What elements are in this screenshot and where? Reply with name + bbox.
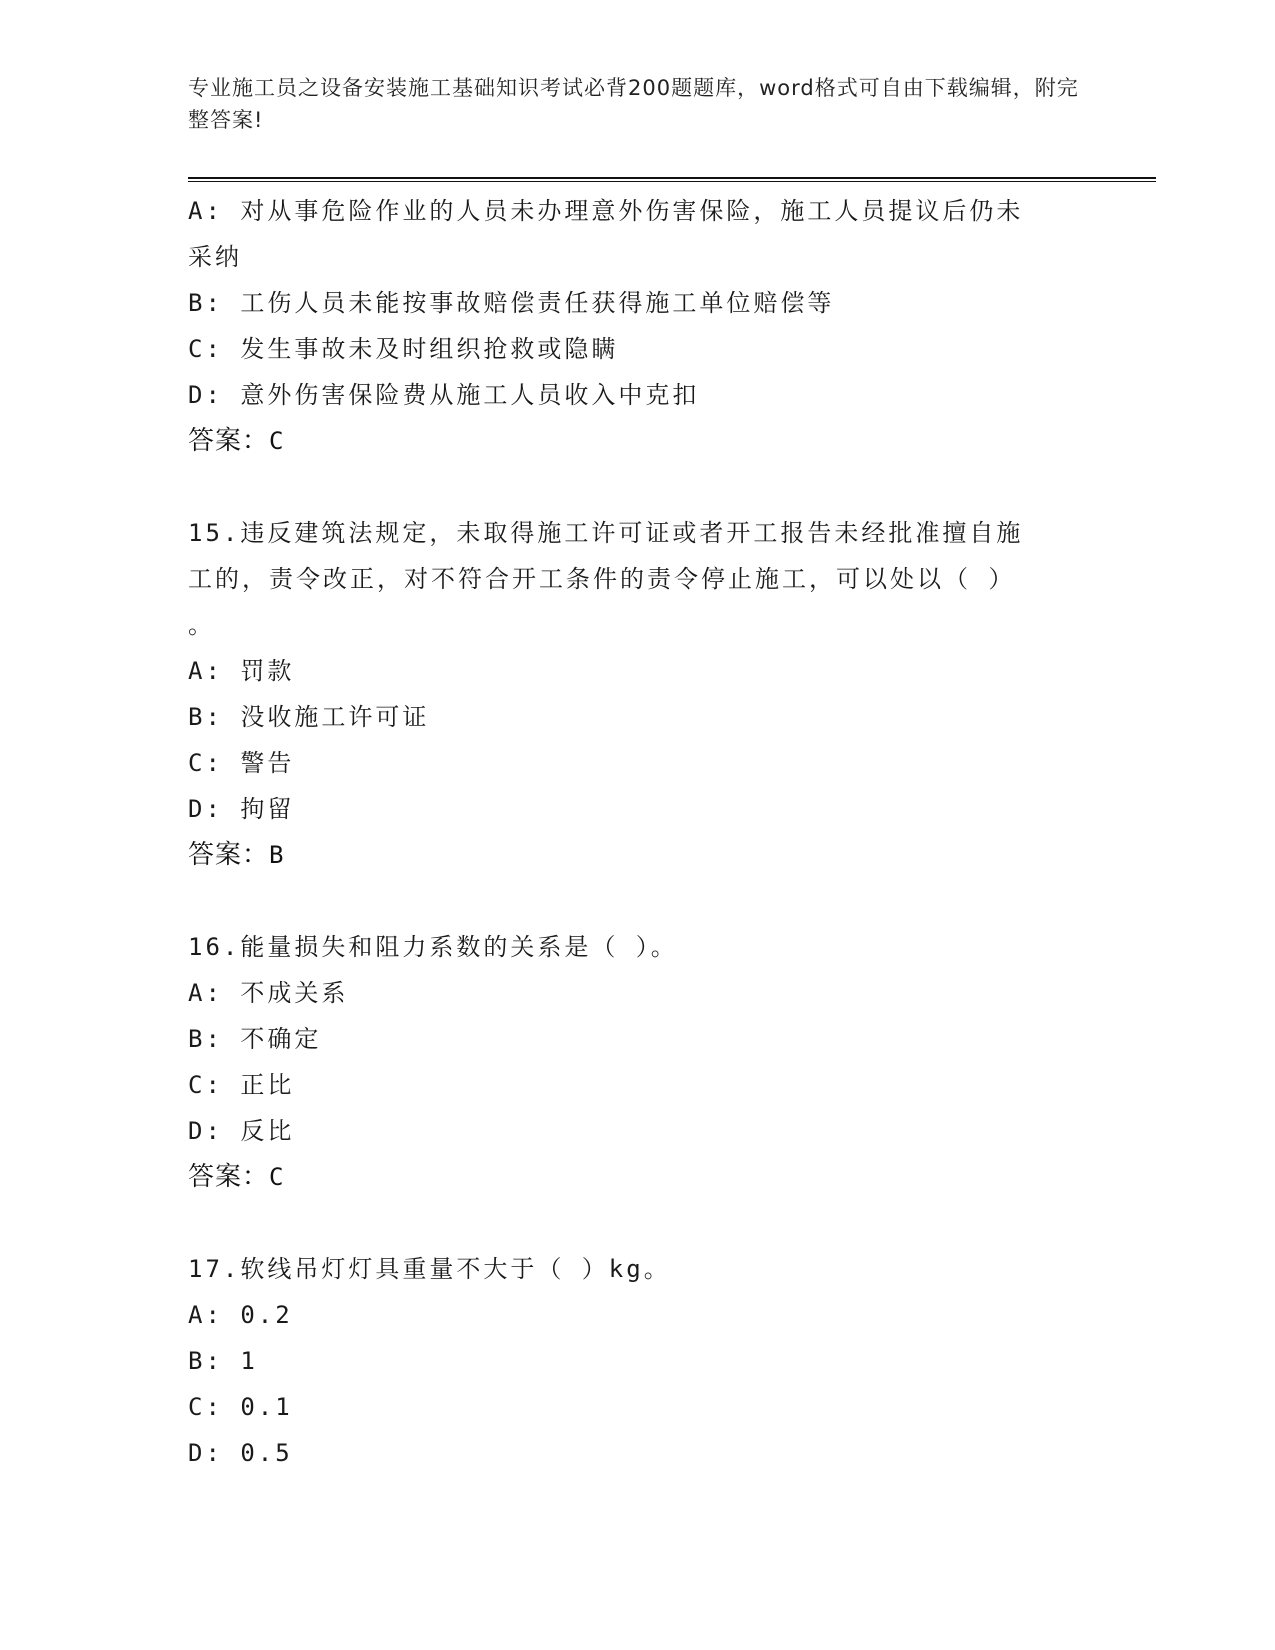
option-d: D: 反比 [188,1117,295,1145]
question-17 [188,1246,1088,1476]
answer-value: C [269,1163,285,1191]
answer-value: C [269,427,285,455]
option-a-continued: 采纳 [188,243,242,271]
option-c: C: 发生事故未及时组织抢救或隐瞒 [188,335,619,363]
option-b: B: 不确定 [188,1025,322,1053]
question-list [188,188,1088,1476]
document-title: 专业施工员之设备安装施工基础知识考试必背200题题库，word格式可自由下载编辑，附完整答案! [188,76,1079,132]
question-stem: 17.软线吊灯灯具重量不大于（ ）kg。 [188,1255,671,1283]
option-b: B: 工伤人员未能按事故赔偿责任获得施工单位赔偿等 [188,289,835,317]
answer [188,418,1088,464]
option-a: A: 对从事危险作业的人员未办理意外伤害保险，施工人员提议后仍未 [188,197,1024,225]
option-d: D: 拘留 [188,795,295,823]
spacer [188,464,1088,510]
option-a: A: 不成关系 [188,979,349,1007]
answer [188,1154,1088,1200]
answer-label: 答案： [188,840,270,870]
question-stem: 16.能量损失和阻力系数的关系是（ ）。 [188,933,678,961]
option-a: A: 罚款 [188,657,295,685]
option-c: C: 正比 [188,1071,295,1099]
document-header [188,72,1088,136]
answer-value: B [269,841,285,869]
question-stem-end: 。 [188,611,215,639]
spacer [188,1200,1088,1246]
option-d: D: 意外伤害保险费从施工人员收入中克扣 [188,381,700,409]
question-16 [188,924,1088,1200]
answer-label: 答案： [188,1162,270,1192]
option-c: C: 0.1 [188,1393,293,1421]
answer-label: 答案： [188,426,270,456]
question-stem: 15.违反建筑法规定，未取得施工许可证或者开工报告未经批准擅自施 [188,519,1024,547]
question-stem-continued: 工的，责令改正，对不符合开工条件的责令停止施工，可以处以（ ） [188,565,1016,593]
header-divider [188,177,1156,179]
option-b: B: 1 [188,1347,258,1375]
question-15 [188,510,1088,878]
option-c: C: 警告 [188,749,295,777]
question-14 [188,188,1088,464]
answer [188,832,1088,878]
option-a: A: 0.2 [188,1301,293,1329]
option-b: B: 没收施工许可证 [188,703,430,731]
header-divider-thin [188,181,1156,182]
spacer [188,878,1088,924]
option-d: D: 0.5 [188,1439,293,1467]
